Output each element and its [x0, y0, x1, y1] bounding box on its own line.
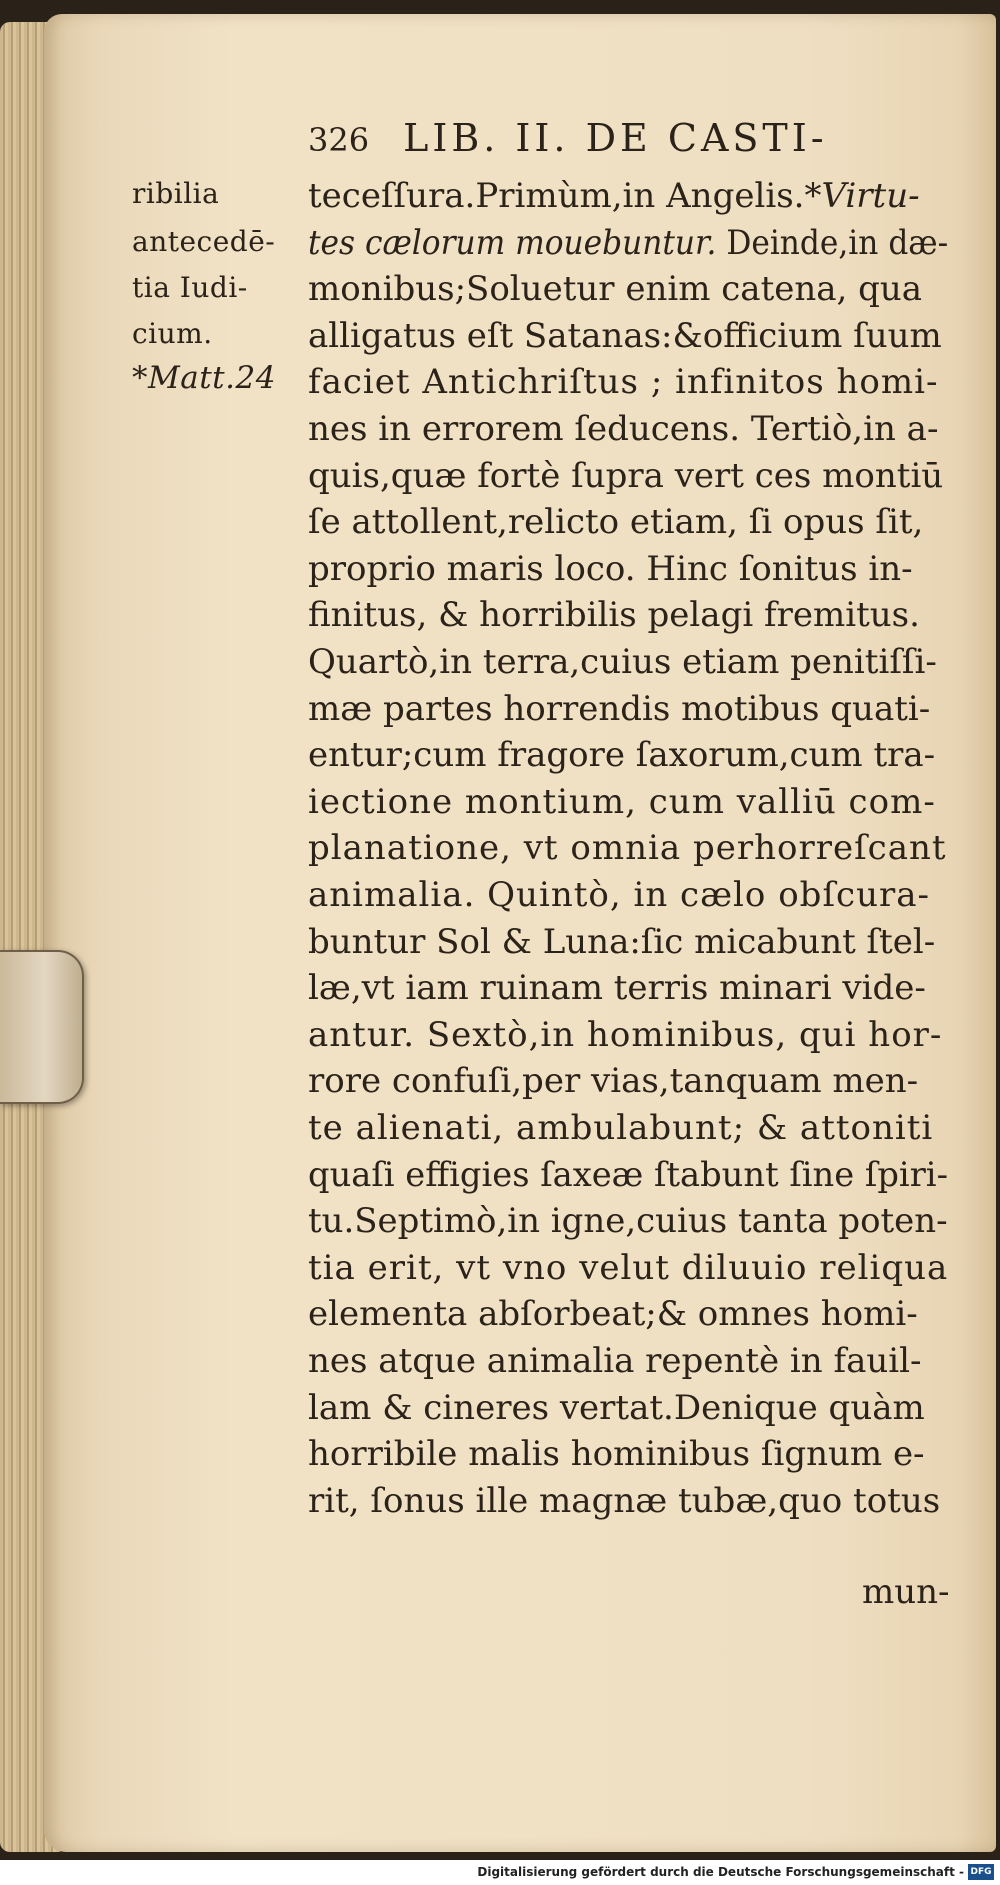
text-line-segment: quis,quæ fortè ſupra vert ces montiū — [308, 455, 944, 496]
running-head — [308, 118, 828, 160]
text-line-segment: ſe attollent,relicto etiam, ſi opus ſit, — [308, 502, 924, 543]
text-line — [308, 595, 920, 635]
text-line — [308, 1341, 922, 1381]
text-line — [308, 968, 926, 1008]
text-line-segment: planatione, vt omnia perhorreſcant — [308, 828, 947, 869]
text-line-segment: nes atque animalia repentè in fauil- — [308, 1341, 922, 1381]
margin-note: tia Iudi- — [132, 271, 248, 304]
margin-note: ribilia — [132, 177, 220, 210]
digitization-footer — [0, 1860, 1000, 1885]
text-line — [308, 549, 913, 589]
text-line-segment: proprio maris loco. Hinc ſonitus in- — [308, 548, 913, 589]
text-line-segment: tu.Septimò,in igne,cuius tanta poten- — [308, 1201, 948, 1242]
text-line — [308, 782, 936, 822]
text-line — [308, 875, 930, 915]
text-line-segment: iectione montium, cum valliū com- — [308, 781, 936, 822]
text-line-segment: entur;cum fragore ſaxorum,cum tra- — [308, 735, 936, 776]
text-line-segment: faciet Antichriſtus ; infinitos homi- — [308, 362, 939, 403]
text-line — [308, 502, 923, 542]
text-line-segment: teceſſura.Primùm,in Angelis. — [308, 176, 805, 216]
text-line-segment: tia erit, vt vno velut diluuio reliqua — [308, 1247, 949, 1288]
text-line-segment: rore confuſi,per vias,tanquam men- — [308, 1061, 919, 1102]
text-line — [308, 1015, 942, 1055]
text-line-segment: elementa abſorbeat;& omnes homi- — [308, 1294, 918, 1335]
text-line-segment: buntur Sol & Luna:ſic micabunt ſtel- — [308, 921, 936, 962]
text-line-segment: rit, ſonus ille magnæ tubæ,quo totus — [308, 1480, 941, 1521]
text-line-segment: finitus, & horribilis pelagi fremitus. — [308, 595, 920, 636]
text-line-segment: nes in errorem ſeducens. Tertiò,in a- — [308, 409, 939, 449]
text-line — [308, 689, 930, 729]
text-line-italic: tes cælorum mouebuntur. — [308, 222, 717, 263]
text-line — [308, 269, 922, 309]
text-line-segment: lam & cineres vertat.Denique quàm — [308, 1387, 925, 1428]
dfg-logo: DFG — [968, 1864, 994, 1880]
margin-note: cium. — [132, 317, 213, 350]
text-line — [308, 735, 935, 775]
text-line-segment: Deinde,in dæ- — [716, 222, 949, 263]
text-line-segment: mæ partes horrendis motibus quati- — [308, 688, 931, 729]
text-line — [308, 456, 943, 496]
text-line — [308, 1248, 948, 1288]
text-line — [308, 1388, 925, 1428]
margin-note-reference: *Matt.24 — [132, 360, 276, 396]
text-line-segment: te alienati, ambulabunt; & attoniti — [308, 1108, 934, 1148]
text-line-segment: alligatus eſt Satanas:&officium ſuum — [308, 315, 942, 356]
text-line — [308, 1108, 933, 1148]
text-line-segment: læ,vt iam ruinam terris minari vide- — [308, 968, 926, 1009]
text-line — [308, 409, 938, 449]
text-line — [308, 176, 920, 216]
page-number: 326 — [308, 121, 370, 159]
text-line — [308, 1201, 948, 1241]
text-line — [308, 223, 948, 263]
text-line — [308, 1481, 940, 1521]
text-line — [308, 828, 947, 868]
text-line — [308, 922, 935, 962]
text-line — [308, 1294, 918, 1334]
margin-note: antecedē- — [132, 225, 276, 258]
text-line-segment: animalia. Quintò, in cælo obſcura- — [308, 875, 930, 915]
running-head-title: LIB. II. DE CASTI- — [403, 116, 828, 160]
text-line-segment: horribile malis hominibus ſignum e- — [308, 1434, 925, 1475]
text-line-italic: *Virtu- — [804, 176, 920, 216]
footer-credit: Digitalisierung gefördert durch die Deutsche Forschungsgemeinschaft - — [477, 1865, 964, 1879]
catchword: mun- — [862, 1572, 950, 1612]
text-line-segment: monibus;Soluetur enim catena, qua — [308, 269, 923, 310]
text-line — [308, 316, 942, 356]
text-line — [308, 642, 937, 682]
text-line — [308, 1061, 918, 1101]
text-line-segment: antur. Sextò,in hominibus, qui hor- — [308, 1014, 943, 1055]
text-line-segment: Quartò,in terra,cuius etiam penitiſſi- — [308, 642, 937, 682]
text-line — [308, 1434, 925, 1474]
text-line-segment: quaſi effigies ſaxeæ ſtabunt ſine ſpiri- — [308, 1154, 948, 1195]
text-line — [308, 362, 938, 402]
text-line — [308, 1155, 948, 1195]
